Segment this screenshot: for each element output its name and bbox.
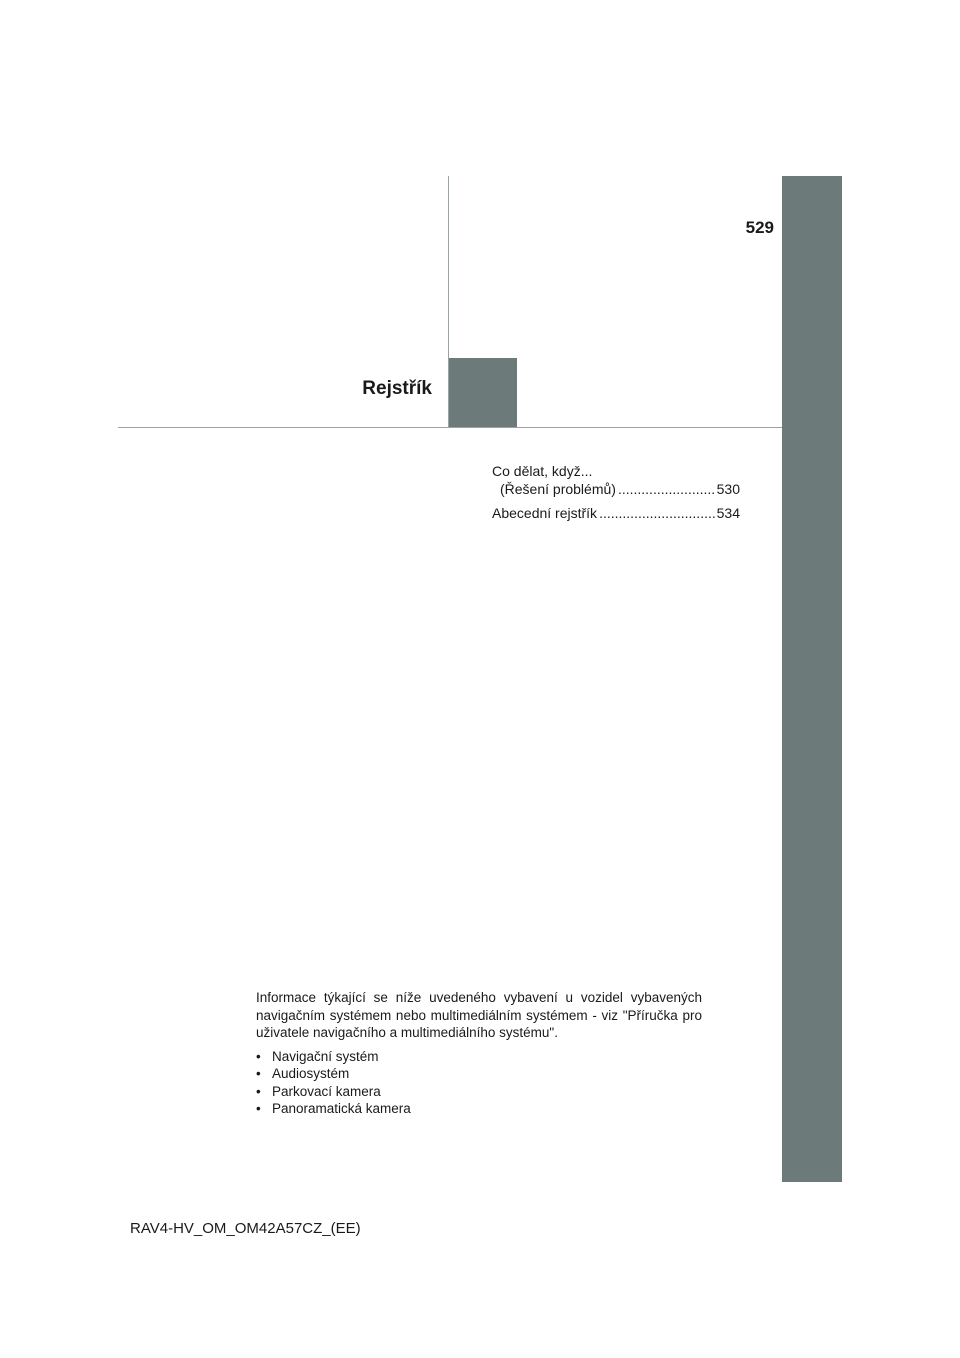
toc-entry-troubleshooting[interactable] [492,462,740,498]
toc-leader [618,480,715,498]
section-marker [449,358,517,428]
toc-page-number: 530 [716,481,740,497]
section-title: Rejstřík [362,378,432,399]
horizontal-divider [118,427,782,428]
toc-leader [599,504,715,522]
table-of-contents [492,462,740,528]
side-tab [782,176,842,1182]
note-text: Informace týkající se níže uvedeného vybavení u vozidel vybavených navigačním systémem nebo multimediálním systémem - viz "Příručka pro uživatele navigačního a multimediálního systému". [256,990,702,1040]
document-code: RAV4-HV_OM_OM42A57CZ_(EE) [130,1220,361,1237]
list-item: • Audiosystém [256,1065,702,1083]
toc-entry-title: Co dělat, když... [492,463,593,479]
toc-entry-subtitle: (Řešení problémů) [500,481,616,497]
toc-entry-alphabetical-index[interactable] [492,504,740,522]
list-item: • Panoramatická kamera [256,1100,702,1118]
toc-page-number: 534 [716,505,740,521]
toc-entry-title: Abecední rejstřík [492,505,598,521]
info-note [256,989,702,1118]
list-item: • Parkovací kamera [256,1083,702,1101]
page-number: 529 [745,218,774,237]
equipment-list [256,1048,702,1118]
list-item: • Navigační systém [256,1048,702,1066]
